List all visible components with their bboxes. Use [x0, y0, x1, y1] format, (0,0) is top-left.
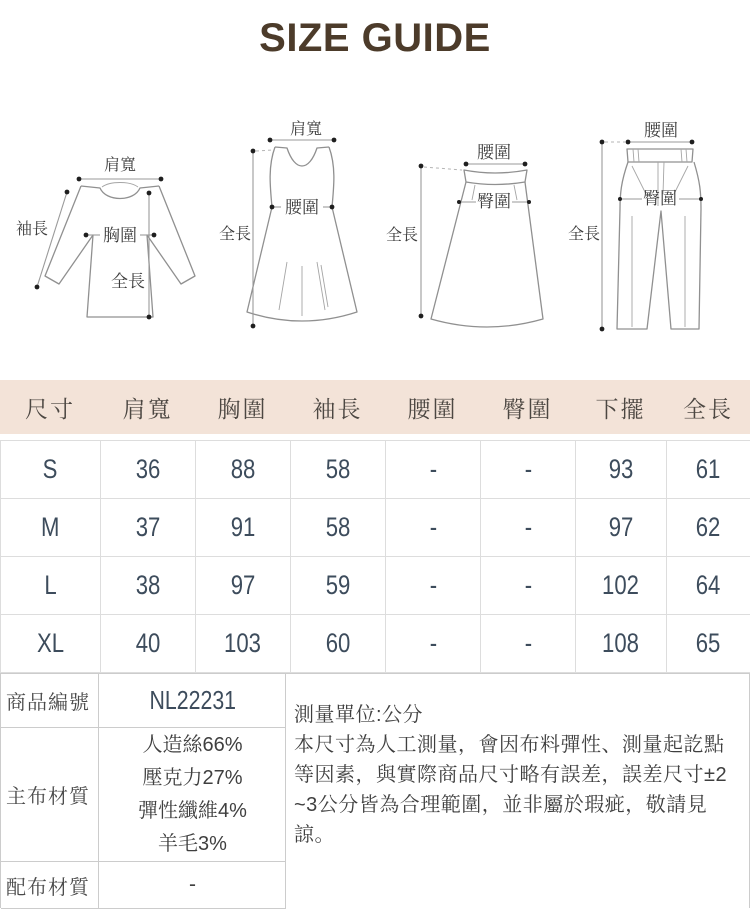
measurement-diagrams	[0, 94, 750, 340]
value-cell: 62	[667, 499, 750, 557]
value-cell: 36	[101, 441, 196, 499]
size-table-body	[0, 440, 750, 673]
top-shoulder-label: 肩寬	[103, 157, 137, 174]
skirt-waistband	[464, 170, 527, 185]
skirt-hip-label: 臀圍	[477, 192, 511, 211]
top-backneck-line	[102, 183, 138, 188]
dress-shoulder-label: 肩寬	[289, 121, 323, 138]
col-header-hem: 下擺	[595, 395, 646, 422]
pants-garment-diagram-icon	[554, 94, 749, 340]
value-cell: 97	[196, 557, 291, 615]
main-fabric-value	[99, 728, 286, 862]
size-cell: M	[1, 499, 101, 557]
measurement-unit-line: 測量單位:公分	[294, 704, 424, 726]
dress-garment-diagram-icon	[219, 94, 384, 340]
pants-waist-label: 腰圍	[644, 121, 678, 140]
top-sleeve-label: 袖長	[15, 221, 49, 238]
bottom-section	[0, 673, 750, 908]
top-garment-diagram-icon	[14, 94, 219, 340]
accessory-fabric-label: 配布材質	[1, 862, 99, 909]
value-cell: -	[481, 499, 576, 557]
value-cell: 59	[291, 557, 386, 615]
skirt-garment-diagram-icon	[384, 94, 554, 340]
size-table-header	[0, 380, 750, 434]
value-cell: 65	[667, 615, 750, 673]
accessory-fabric-value: -	[99, 862, 286, 909]
pants-belt-loops	[633, 149, 687, 162]
value-cell: 58	[291, 441, 386, 499]
value-cell: 60	[291, 615, 386, 673]
value-cell: 64	[667, 557, 750, 615]
value-cell: -	[386, 615, 481, 673]
skirt-length-label: 全長	[385, 227, 419, 244]
dress-seam-lines	[279, 262, 328, 316]
value-cell: 61	[667, 441, 750, 499]
value-cell: -	[386, 557, 481, 615]
col-header-bust: 胸圍	[217, 395, 268, 422]
col-header-size: 尺寸	[25, 395, 75, 422]
value-cell: 103	[196, 615, 291, 673]
pants-outline	[617, 162, 701, 329]
product-info-table	[0, 673, 285, 908]
top-length-label: 全長	[111, 272, 145, 291]
value-cell: 102	[576, 557, 667, 615]
pants-hip-label: 臀圍	[643, 189, 677, 208]
measurement-note-body: 本尺寸為人工測量，會因布料彈性、測量起訖點等因素，與實際商品尺寸略有誤差，誤差尺寸±2~3公分皆為合理範圍，並非屬於瑕疵，敬請見諒。	[294, 734, 728, 846]
value-cell: 97	[576, 499, 667, 557]
value-cell: 93	[576, 441, 667, 499]
dress-neck-line	[275, 147, 329, 166]
main-fabric-label: 主布材質	[1, 728, 99, 862]
size-cell: XL	[1, 615, 101, 673]
fabric-line: 彈性纖維4%	[138, 799, 247, 822]
product-no-label: 商品編號	[1, 674, 99, 728]
col-header-hip: 臀圍	[502, 395, 553, 422]
size-cell: S	[1, 441, 101, 499]
value-cell: -	[386, 441, 481, 499]
col-header-length: 全長	[683, 395, 733, 422]
value-cell: -	[481, 441, 576, 499]
page-title: SIZE GUIDE	[259, 16, 491, 60]
col-header-shoulder: 肩寬	[122, 395, 173, 422]
measurement-note	[285, 673, 750, 908]
col-header-waist: 腰圍	[407, 395, 458, 422]
value-cell: 108	[576, 615, 667, 673]
dress-length-label: 全長	[219, 226, 252, 243]
value-cell: -	[481, 615, 576, 673]
fabric-line: 壓克力27%	[142, 766, 243, 789]
value-cell: 38	[101, 557, 196, 615]
pants-length-label: 全長	[567, 226, 601, 243]
top-bust-label: 胸圍	[103, 226, 137, 245]
value-cell: -	[481, 557, 576, 615]
skirt-waist-label: 腰圍	[477, 143, 511, 162]
fabric-line: 羊毛3%	[158, 832, 227, 855]
value-cell: 91	[196, 499, 291, 557]
pants-waistband	[627, 149, 693, 162]
value-cell: 37	[101, 499, 196, 557]
value-cell: 40	[101, 615, 196, 673]
fabric-line: 人造絲66%	[142, 733, 243, 756]
dress-waist-label: 腰圍	[285, 198, 319, 217]
value-cell: 88	[196, 441, 291, 499]
col-header-sleeve: 袖長	[312, 395, 363, 422]
size-cell: L	[1, 557, 101, 615]
value-cell: 58	[291, 499, 386, 557]
value-cell: -	[386, 499, 481, 557]
product-no-value: NL22231	[99, 674, 286, 728]
top-outline	[45, 186, 195, 317]
